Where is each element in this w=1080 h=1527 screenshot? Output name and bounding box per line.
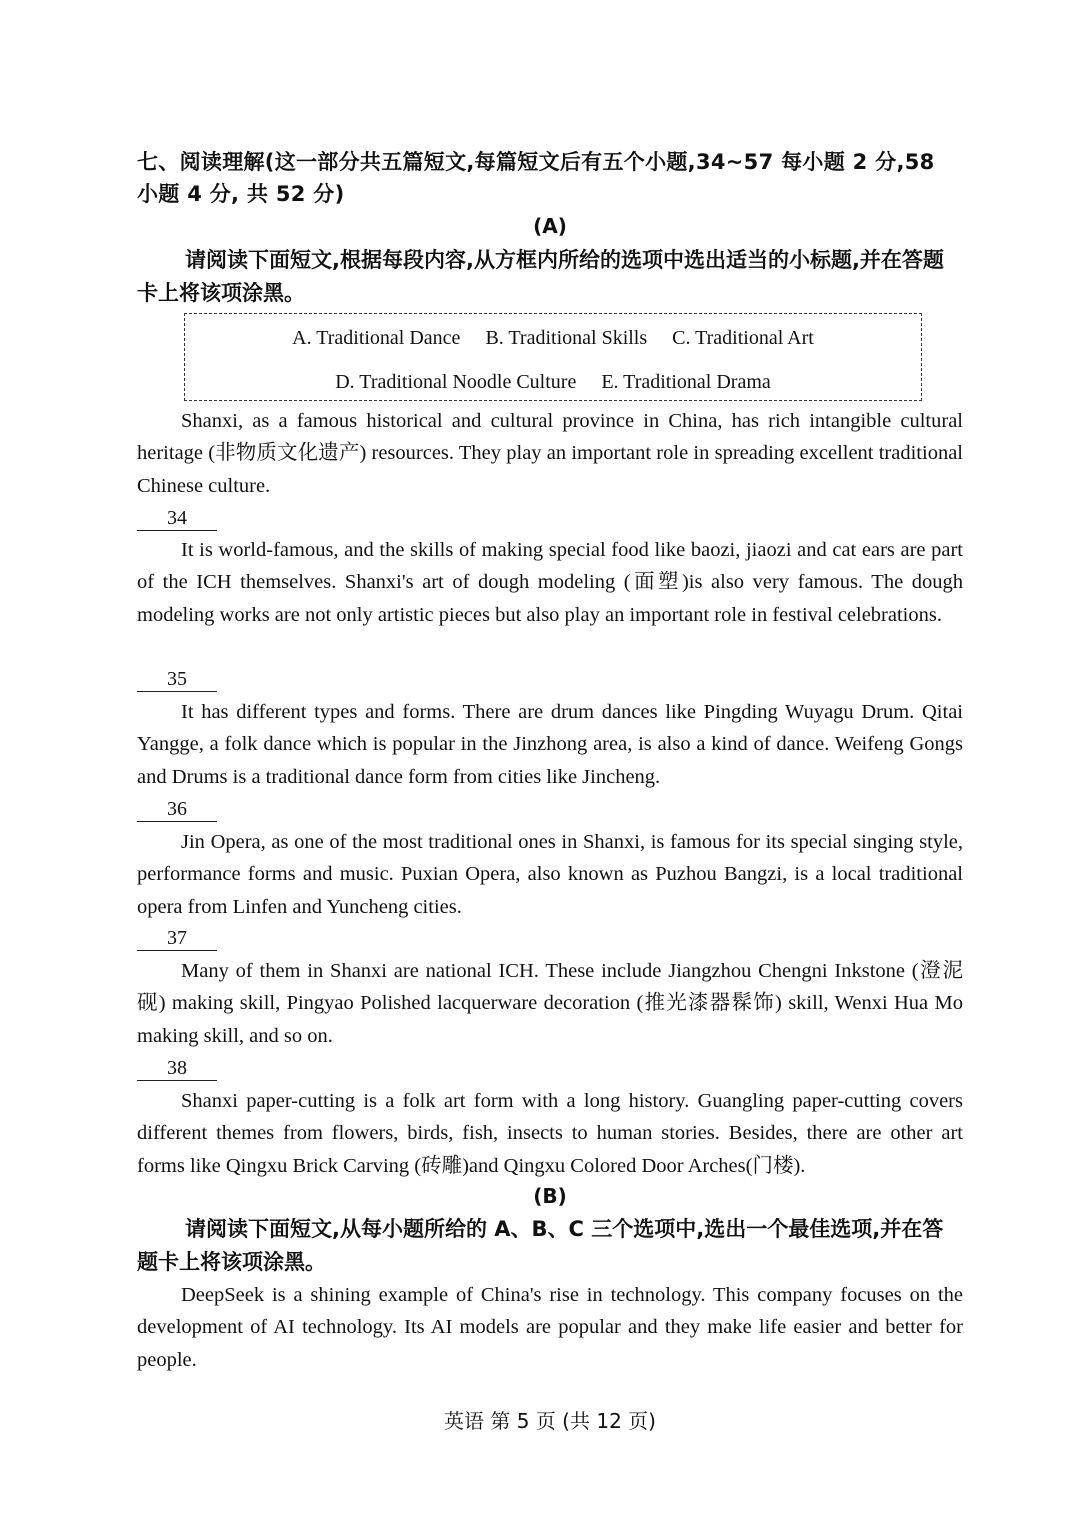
options-row-2 xyxy=(185,369,921,395)
paragraph-37: Many of them in Shanxi are national ICH. These include Jiangzhou Chengni Inkstone (澄泥砚) making skill, Pingyao Polished lacquerware decoration (推光漆器髹饰) skill, Wenxi Hua Mo making skill, and so on. xyxy=(137,960,963,1047)
answer-blank-36: 36 xyxy=(137,797,217,822)
answer-blank-34: 34 xyxy=(137,506,217,531)
paragraph-34: It is world-famous, and the skills of making special food like baozi, jiaozi and cat ears are part of the ICH themselves. Shanxi's art of dough modeling (面塑)is also very famous. The dough modeling works are not only artistic pieces but also play an important role in festival celebrations. xyxy=(137,539,963,626)
answer-blank-35: 35 xyxy=(137,667,217,692)
option-c: C. Traditional Art xyxy=(672,327,814,349)
part-b-label: (B) xyxy=(533,1184,567,1208)
page-footer: 英语 第 5 页 (共 12 页) xyxy=(444,1409,656,1433)
paragraph-38: Shanxi paper-cutting is a folk art form with a long history. Guangling paper-cutting covers different themes from flowers, birds, fish, insects to human stories. Besides, there are other art forms like Qingxu Brick Carving (砖雕)and Qingxu Colored Door Arches(门楼). xyxy=(137,1090,963,1177)
paragraph-35: It has different types and forms. There are drum dances like Pingding Wuyagu Drum. Qitai Yangge, a folk dance which is popular in the Jinzhong area, is also a kind of dance. Weifeng Gongs and Drums is a traditional dance form from cities like Jincheng. xyxy=(137,701,963,788)
section-heading: 七、阅读理解(这一部分共五篇短文,每篇短文后有五个小题,34~57 每小题 2 分,58 小题 4 分, 共 52 分) xyxy=(137,150,935,206)
part-b-instruction: 请阅读下面短文,从每小题所给的 A、B、C 三个选项中,选出一个最佳选项,并在答题卡上将该项涂黑。 xyxy=(137,1217,944,1274)
option-b: B. Traditional Skills xyxy=(485,327,648,349)
part-b-passage: DeepSeek is a shining example of China's rise in technology. This company focuses on the development of AI technology. Its AI models are popular and they make life easier and better for people. xyxy=(137,1284,963,1371)
part-a-instruction: 请阅读下面短文,根据每段内容,从方框内所给的选项中选出适当的小标题,并在答题卡上将该项涂黑。 xyxy=(137,248,944,305)
option-d: D. Traditional Noodle Culture xyxy=(335,371,577,393)
intro-paragraph: Shanxi, as a famous historical and cultural province in China, has rich intangible cultural heritage (非物质文化遗产) resources. They play an important role in spreading excellent traditional Chinese culture. xyxy=(137,410,963,497)
part-a-label: (A) xyxy=(533,214,567,238)
paragraph-36: Jin Opera, as one of the most traditional ones in Shanxi, is famous for its special singing style, performance forms and music. Puxian Opera, also known as Puzhou Bangzi, is a local traditional opera from Linfen and Yuncheng cities. xyxy=(137,831,963,918)
option-e: E. Traditional Drama xyxy=(601,371,771,393)
options-box xyxy=(184,313,922,401)
options-row-1 xyxy=(185,325,921,351)
answer-blank-38: 38 xyxy=(137,1056,217,1081)
answer-blank-37: 37 xyxy=(137,926,217,951)
option-a: A. Traditional Dance xyxy=(292,327,461,349)
